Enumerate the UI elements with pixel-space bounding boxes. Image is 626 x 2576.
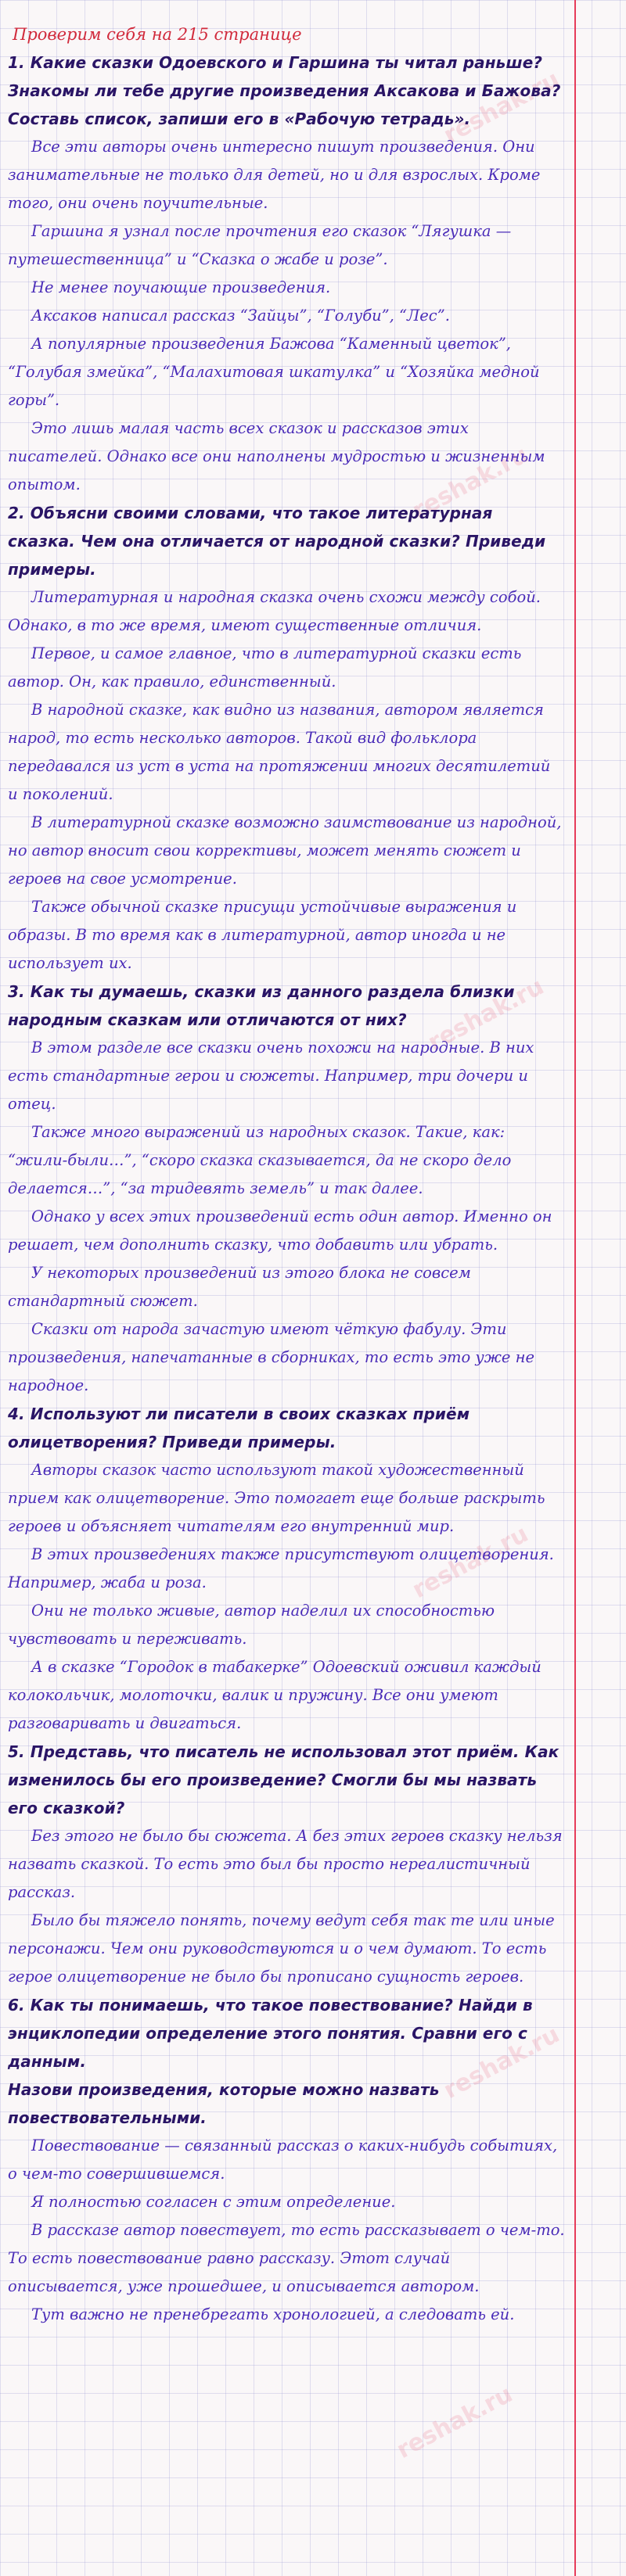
answer-paragraph: Сказки от народа зачастую имеют чёткую фабулу. Эти произведения, напечатанные в сборниках, то есть это уже не народное. — [8, 1320, 535, 1394]
answer-paragraph: Однако у всех этих произведений есть один автор. Именно он решает, чем дополнить сказку, что добавить или убрать. — [8, 1207, 552, 1254]
answer-paragraph: Я полностью согласен с этим определение. — [31, 2193, 396, 2211]
answer-paragraph: В народной сказке, как видно из названия, автором является народ, то есть несколько авторов. Такой вид фольклора передавался из уст в уста на протяжении многих десятилетий и поколений. — [8, 701, 551, 803]
margin-line — [574, 0, 576, 2576]
question-text: 4. Используют ли писатели в своих сказках приём олицетворения? Приведи примеры. — [8, 1405, 470, 1451]
page-header: Проверим себя на 215 странице — [13, 25, 302, 44]
answer-paragraph: Также много выражений из народных сказок. Такие, как: “жили-были…”, “скоро сказка сказывается, да не скоро дело делается…”, “за тридевять земель” и так далее. — [8, 1123, 512, 1197]
watermark: reshak.ru — [439, 2020, 564, 2105]
question-text: 5. Представь, что писатель не использовал этот приём. Как изменилось бы его произведение? Смогли бы мы назвать его сказкой? — [8, 1742, 559, 1817]
answer-paragraph: Они не только живые, автор наделил их способностью чувствовать и переживать. — [8, 1602, 495, 1648]
question-text: 2. Объясни своими словами, что такое литературная сказка. Чем она отличается от народной сказки? Приведи примеры. — [8, 504, 546, 579]
watermark: reshak.ru — [423, 972, 549, 1057]
text-blocks — [8, 48, 565, 2329]
question-text: 6. Как ты понимаешь, что такое повествование? Найди в энциклопедии определение этого понятия. Сравни его с данным. — [8, 1996, 533, 2071]
answer-paragraph: В этих произведениях также присутствуют олицетворения. Например, жаба и роза. — [8, 1545, 554, 1591]
answer-paragraph: В этом разделе все сказки очень похожи на народные. В них есть стандартные герои и сюжеты. Например, три дочери и отец. — [8, 1039, 534, 1113]
answer-paragraph: Также обычной сказке присущи устойчивые выражения и образы. В то время как в литературной, автор иногда и не использует их. — [8, 898, 517, 972]
answer-paragraph: Все эти авторы очень интересно пишут произведения. Они занимательные не только для детей, но и для взрослых. Кроме того, они очень поучительные. — [8, 138, 541, 212]
answer-paragraph: Тут важно не пренебрегать хронологией, а следовать ей. — [31, 2305, 515, 2323]
watermark: reshak.ru — [408, 440, 533, 526]
watermark: reshak.ru — [392, 2380, 517, 2465]
answer-paragraph: В рассказе автор повествует, то есть рассказывает о чем-то. То есть повествование равно рассказу. Этот случай описывается, уже прошедшее, и описывается автором. — [8, 2221, 565, 2295]
question-text: 1. Какие сказки Одоевского и Гаршина ты читал раньше? Знакомы ли тебе другие произведения Аксакова и Бажова? Составь список, запиши его в «Рабочую тетрадь». — [8, 53, 561, 128]
answer-paragraph: А популярные произведения Бажова “Каменный цветок”, “Голубая змейка”, “Малахитовая шкатулка” и “Хозяйка медной горы”. — [8, 335, 540, 409]
watermark: reshak.ru — [439, 65, 564, 150]
answer-paragraph: Повествование — связанный рассказ о каких-нибудь событиях, о чем-то совершившемся. — [8, 2137, 558, 2183]
answer-paragraph: Без этого не было бы сюжета. А без этих героев сказку нельзя назвать сказкой. То есть это был бы просто нереалистичный рассказ. — [8, 1827, 563, 1901]
answer-paragraph: А в сказке “Городок в табакерке” Одоевский оживил каждый колокольчик, молоточки, валик и пружину. Все они умеют разговаривать и двигаться. — [8, 1658, 541, 1732]
watermark: reshak.ru — [408, 1519, 533, 1605]
answer-paragraph: Аксаков написал рассказ “Зайцы”, “Голуби”, “Лес”. — [31, 307, 450, 325]
answer-paragraph: Авторы сказок часто используют такой художественный прием как олицетворение. Это помогает еще больше раскрыть героев и объясняет читателям его внутренний мир. — [8, 1461, 545, 1535]
answer-paragraph: Не менее поучающие произведения. — [31, 278, 331, 296]
page-content — [8, 20, 565, 2329]
answer-paragraph: Первое, и самое главное, что в литературной сказки есть автор. Он, как правило, единственный. — [8, 644, 522, 691]
answer-paragraph: У некоторых произведений из этого блока не совсем стандартный сюжет. — [8, 1264, 471, 1310]
question-text: 3. Как ты думаешь, сказки из данного раздела близки народным сказкам или отличаются от них? — [8, 982, 515, 1029]
question-text: Назови произведения, которые можно назвать повествовательными. — [8, 2080, 440, 2127]
answer-paragraph: Было бы тяжело понять, почему ведут себя так те или иные персонажи. Чем они руководствуются и о чем думают. То есть герое олицетворение не было бы прописано сущность героев. — [8, 1911, 555, 1986]
answer-paragraph: Литературная и народная сказка очень схожи между собой. Однако, в то же время, имеют существенные отличия. — [8, 588, 541, 634]
answer-paragraph: В литературной сказке возможно заимствование из народной, но автор вносит свои коррективы, может менять сюжет и героев на свое усмотрение. — [8, 813, 562, 888]
answer-paragraph: Гаршина я узнал после прочтения его сказок “Лягушка — путешественница” и “Сказка о жабе и розе”. — [8, 222, 512, 268]
answer-paragraph: Это лишь малая часть всех сказок и рассказов этих писателей. Однако все они наполнены мудростью и жизненным опытом. — [8, 419, 545, 493]
